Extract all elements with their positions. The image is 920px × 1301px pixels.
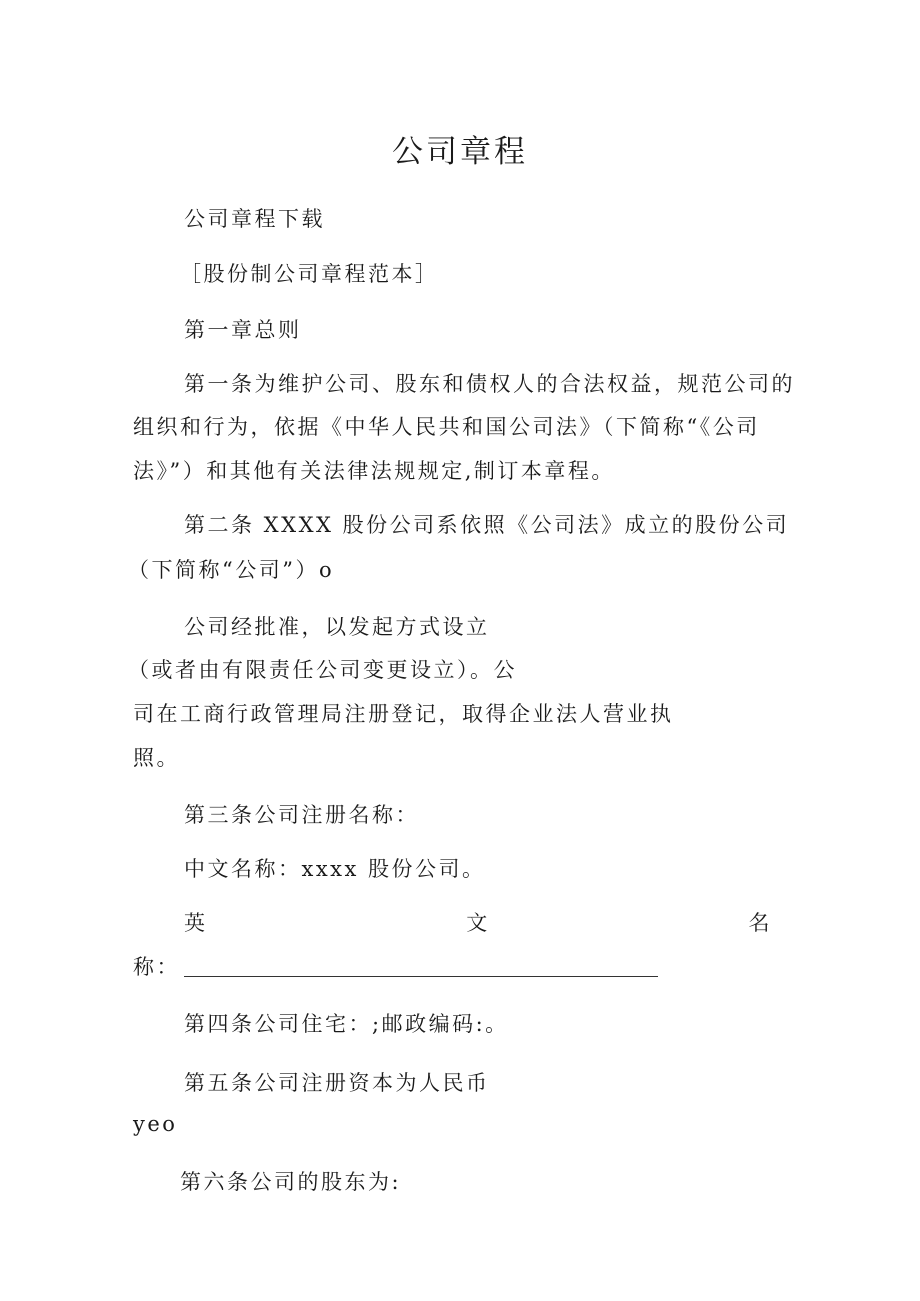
paragraph-line: （或者由有限责任公司变更设立）。公 — [128, 658, 517, 682]
paragraph-line: 司在工商行政管理局注册登记，取得企业法人营业执 — [133, 702, 674, 726]
article-2-line: 第二条 XXXX 股份公司系依照《公司法》成立的股份公司 — [184, 513, 790, 537]
blank-underline — [184, 975, 658, 977]
article-6-line: 第六条公司的股东为: — [180, 1170, 402, 1194]
text-fragment: 文 — [466, 911, 490, 935]
article-1-line: 第一条为维护公司、股东和债权人的合法权益，规范公司的 — [184, 372, 795, 396]
text-line: 公司章程下载 — [184, 207, 325, 231]
document-title: 公司章程 — [392, 134, 528, 170]
article-1-line: 组织和行为，依据《中华人民共和国公司法》（下简称“《公司 — [133, 415, 760, 439]
text-line: ［股份制公司章程范本］ — [180, 262, 439, 286]
article-5-line: 第五条公司注册资本为人民币 — [184, 1071, 490, 1095]
text-fragment: 英 — [184, 911, 208, 935]
article-2-line: （下简称“公司”）o — [128, 558, 335, 582]
paragraph-line: 照。 — [133, 746, 180, 770]
article-1-line: 法》”）和其他有关法律法规规定,制订本章程。 — [133, 459, 615, 483]
article-4-line: 第四条公司住宅：;邮政编码:。 — [184, 1012, 509, 1036]
text-fragment: 名 — [748, 911, 772, 935]
english-name-field-line — [133, 953, 658, 981]
paragraph-line: 公司经批准，以发起方式设立 — [184, 615, 490, 639]
article-3-line: 第三条公司注册名称： — [184, 803, 419, 827]
chinese-name-line: 中文名称：xxxx 股份公司。 — [184, 857, 486, 881]
text-fragment: 称： — [133, 955, 180, 979]
chapter-heading: 第一章总则 — [184, 318, 302, 342]
text-line: yeo — [133, 1112, 178, 1136]
english-name-label-row — [184, 909, 772, 937]
